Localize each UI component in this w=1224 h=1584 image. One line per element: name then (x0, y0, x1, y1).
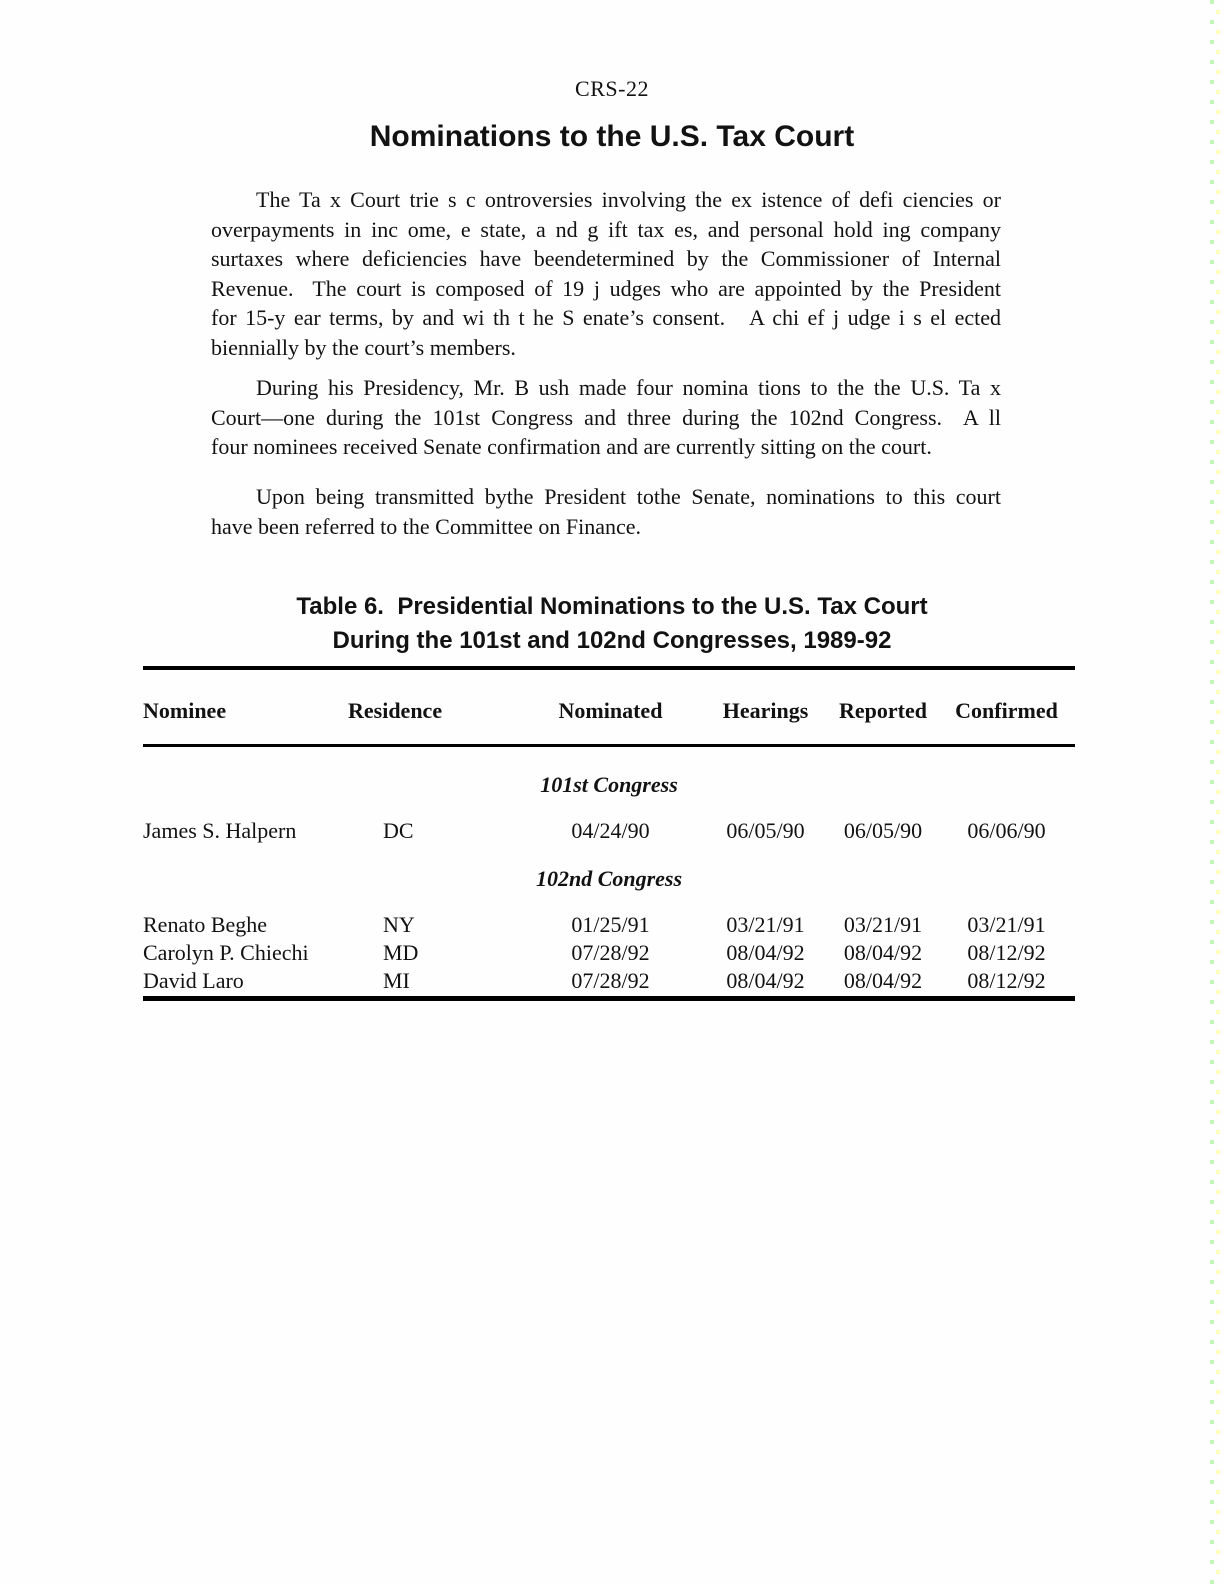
cell-residence: DC (383, 818, 414, 843)
table-header-row (143, 698, 1075, 724)
cell-confirmed: 08/12/92 (967, 968, 1046, 993)
cell-nominated: 07/28/92 (571, 968, 650, 993)
cell-hearings: 08/04/92 (726, 940, 805, 965)
page-header: CRS-22 (575, 76, 649, 101)
table-rule-top (143, 666, 1075, 670)
section-label-101st-congress: 101st Congress (540, 772, 678, 797)
cell-reported: 03/21/91 (843, 912, 923, 937)
table-rule-bottom (143, 996, 1075, 1001)
table-title-line2: During the 101st and 102nd Congresses, 1989-92 (332, 627, 892, 654)
cell-nominee: Renato Beghe (143, 912, 268, 937)
document-title: Nominations to the U.S. Tax Court (369, 120, 855, 153)
cell-nominated: 01/25/91 (571, 912, 650, 937)
cell-hearings: 06/05/90 (726, 818, 805, 843)
table-title-line1: Table 6. Presidential Nominations to the U.S. Tax Court (296, 593, 928, 620)
cell-residence: NY (383, 912, 415, 937)
cell-nominated: 04/24/90 (571, 818, 650, 843)
column-header-confirmed: Confirmed (955, 698, 1058, 723)
table-title (0, 590, 1224, 658)
paragraph-2 (211, 373, 1001, 462)
cell-nominee: Carolyn P. Chiechi (143, 940, 309, 965)
paragraph-1 (211, 185, 1001, 363)
table-row (143, 967, 1075, 995)
body-line: The Ta x Court trie s c ontroversies involving the ex istence of defi ciencies or (256, 187, 1001, 212)
cell-reported: 08/04/92 (843, 968, 923, 993)
body-line: Court—one during the 101st Congress and three during the 102nd Congress. A ll (211, 404, 1001, 430)
table-rule-header (143, 744, 1075, 747)
body-line: biennially by the court’s members. (211, 334, 516, 360)
body-line: for 15-y ear terms, by and wi th t he S enate’s consent. A chi ef j udge i s el ected (211, 305, 1001, 331)
column-header-residence: Residence (348, 698, 443, 723)
column-header-nominated: Nominated (558, 698, 663, 723)
table-row (143, 911, 1075, 939)
cell-confirmed: 03/21/91 (967, 912, 1046, 937)
body-line: surtaxes where deficiencies have beendetermined by the Commissioner of Internal (211, 246, 1001, 272)
column-header-nominee: Nominee (143, 698, 227, 723)
body-line: have been referred to the Committee on Finance. (211, 513, 642, 539)
section-rows-102nd (143, 911, 1075, 995)
body-line: overpayments in inc ome, e state, a nd g ift tax es, and personal hold ing company (211, 216, 1001, 242)
table-row (143, 939, 1075, 967)
body-line: four nominees received Senate confirmation and are currently sitting on the court. (211, 434, 932, 460)
edge-dot-pattern (1216, 0, 1220, 1584)
body-line: Upon being transmitted bythe President tothe Senate, nominations to this court (256, 484, 1001, 509)
body-line: During his Presidency, Mr. B ush made four nomina tions to the the U.S. Ta x (256, 375, 1001, 400)
cell-residence: MI (383, 968, 410, 993)
column-header-reported: Reported (839, 698, 927, 723)
table-row (143, 819, 1075, 843)
cell-residence: MD (383, 940, 419, 965)
cell-nominated: 07/28/92 (571, 940, 650, 965)
cell-hearings: 03/21/91 (726, 912, 805, 937)
cell-nominee: James S. Halpern (143, 818, 297, 843)
cell-reported: 06/05/90 (843, 818, 923, 843)
paragraph-3 (211, 482, 1001, 541)
column-header-hearings: Hearings (722, 698, 809, 723)
cell-confirmed: 08/12/92 (967, 940, 1046, 965)
nominations-table (143, 666, 1075, 1001)
body-line: Revenue. The court is composed of 19 j udges who are appointed by the President (211, 275, 1001, 301)
cell-reported: 08/04/92 (843, 940, 923, 965)
cell-confirmed: 06/06/90 (967, 818, 1046, 843)
edge-dot-pattern (1210, 0, 1214, 1584)
section-label-102nd-congress: 102nd Congress (535, 866, 683, 891)
cell-hearings: 08/04/92 (726, 968, 805, 993)
cell-nominee: David Laro (143, 968, 244, 993)
